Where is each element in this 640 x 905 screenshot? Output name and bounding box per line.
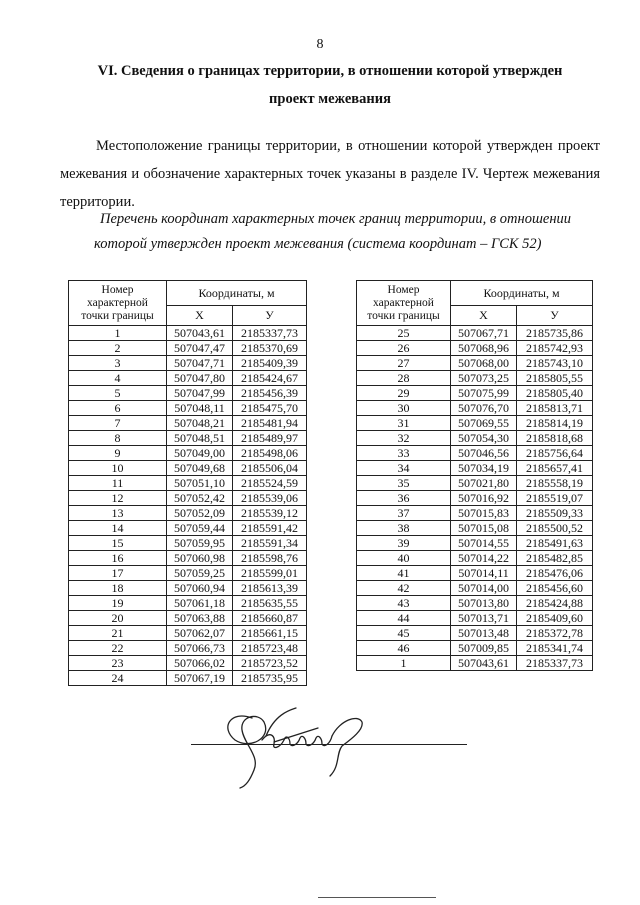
y-coordinate-cell: 2185498,06	[233, 446, 307, 461]
point-number-cell: 7	[69, 416, 167, 431]
x-coordinate-cell: 507060,98	[167, 551, 233, 566]
point-number-cell: 11	[69, 476, 167, 491]
x-coordinate-cell: 507066,02	[167, 656, 233, 671]
table-row	[357, 386, 593, 401]
x-coordinate-cell: 507034,19	[451, 461, 517, 476]
table-row	[69, 356, 307, 371]
table-row	[69, 581, 307, 596]
table-row	[69, 656, 307, 671]
header-coordinates: Координаты, м	[167, 281, 307, 306]
point-number-cell: 42	[357, 581, 451, 596]
x-coordinate-cell: 507048,11	[167, 401, 233, 416]
coordinate-list-title-line2: которой утвержден проект межевания (система координат – ГСК 52)	[94, 236, 542, 252]
x-coordinate-cell: 507076,70	[451, 401, 517, 416]
point-number-cell: 9	[69, 446, 167, 461]
y-coordinate-cell: 2185591,42	[233, 521, 307, 536]
table-row	[69, 461, 307, 476]
x-coordinate-cell: 507060,94	[167, 581, 233, 596]
y-coordinate-cell: 2185743,10	[517, 356, 593, 371]
y-coordinate-cell: 2185805,55	[517, 371, 593, 386]
table-row	[69, 431, 307, 446]
y-coordinate-cell: 2185805,40	[517, 386, 593, 401]
y-coordinate-cell: 2185341,74	[517, 641, 593, 656]
signature-line	[191, 744, 467, 745]
x-coordinate-cell: 507067,71	[451, 326, 517, 341]
point-number-cell: 24	[69, 671, 167, 686]
point-number-cell: 46	[357, 641, 451, 656]
table-row	[357, 416, 593, 431]
coordinate-list-title-line1: Перечень координат характерных точек границ территории, в отношении	[100, 211, 572, 227]
x-coordinate-cell: 507047,47	[167, 341, 233, 356]
point-number-cell: 12	[69, 491, 167, 506]
x-coordinate-cell: 507073,25	[451, 371, 517, 386]
table-row	[357, 341, 593, 356]
x-coordinate-cell: 507068,96	[451, 341, 517, 356]
y-coordinate-cell: 2185723,48	[233, 641, 307, 656]
point-number-cell: 1	[69, 326, 167, 341]
table-row	[357, 401, 593, 416]
table-row	[69, 626, 307, 641]
table-row	[357, 506, 593, 521]
x-coordinate-cell: 507068,00	[451, 356, 517, 371]
header-x: X	[451, 305, 517, 325]
x-coordinate-cell: 507013,71	[451, 611, 517, 626]
y-coordinate-cell: 2185598,76	[233, 551, 307, 566]
y-coordinate-cell: 2185539,12	[233, 506, 307, 521]
x-coordinate-cell: 507013,80	[451, 596, 517, 611]
y-coordinate-cell: 2185558,19	[517, 476, 593, 491]
x-coordinate-cell: 507016,92	[451, 491, 517, 506]
y-coordinate-cell: 2185735,86	[517, 326, 593, 341]
page-number: 8	[316, 37, 324, 52]
x-coordinate-cell: 507075,99	[451, 386, 517, 401]
point-number-cell: 14	[69, 521, 167, 536]
x-coordinate-cell: 507014,11	[451, 566, 517, 581]
header-y: У	[517, 305, 593, 325]
footer-rule	[318, 897, 436, 898]
y-coordinate-cell: 2185723,52	[233, 656, 307, 671]
table-row	[357, 611, 593, 626]
y-coordinate-cell: 2185591,34	[233, 536, 307, 551]
point-number-cell: 31	[357, 416, 451, 431]
table-row	[69, 611, 307, 626]
x-coordinate-cell: 507009,85	[451, 641, 517, 656]
y-coordinate-cell: 2185409,39	[233, 356, 307, 371]
point-number-cell: 5	[69, 386, 167, 401]
table-row	[69, 536, 307, 551]
y-coordinate-cell: 2185813,71	[517, 401, 593, 416]
point-number-cell: 16	[69, 551, 167, 566]
x-coordinate-cell: 507059,95	[167, 536, 233, 551]
section-heading-line2: проект межевания	[269, 91, 391, 107]
point-number-cell: 21	[69, 626, 167, 641]
x-coordinate-cell: 507052,42	[167, 491, 233, 506]
y-coordinate-cell: 2185539,06	[233, 491, 307, 506]
y-coordinate-cell: 2185491,63	[517, 536, 593, 551]
x-coordinate-cell: 507021,80	[451, 476, 517, 491]
y-coordinate-cell: 2185756,64	[517, 446, 593, 461]
table-row	[69, 491, 307, 506]
y-coordinate-cell: 2185818,68	[517, 431, 593, 446]
table-row	[357, 491, 593, 506]
y-coordinate-cell: 2185613,39	[233, 581, 307, 596]
y-coordinate-cell: 2185661,15	[233, 626, 307, 641]
x-coordinate-cell: 507054,30	[451, 431, 517, 446]
x-coordinate-cell: 507063,88	[167, 611, 233, 626]
x-coordinate-cell: 507043,61	[167, 326, 233, 341]
x-coordinate-cell: 507013,48	[451, 626, 517, 641]
table-row	[69, 326, 307, 341]
y-coordinate-cell: 2185372,78	[517, 626, 593, 641]
point-number-cell: 33	[357, 446, 451, 461]
y-coordinate-cell: 2185814,19	[517, 416, 593, 431]
header-point-number: Номер характерной точки границы	[69, 281, 167, 326]
x-coordinate-cell: 507014,00	[451, 581, 517, 596]
y-coordinate-cell: 2185475,70	[233, 401, 307, 416]
x-coordinate-cell: 507066,73	[167, 641, 233, 656]
x-coordinate-cell: 507048,21	[167, 416, 233, 431]
x-coordinate-cell: 507047,99	[167, 386, 233, 401]
point-number-cell: 34	[357, 461, 451, 476]
x-coordinate-cell: 507014,22	[451, 551, 517, 566]
x-coordinate-cell: 507015,83	[451, 506, 517, 521]
point-number-cell: 20	[69, 611, 167, 626]
table-row	[357, 461, 593, 476]
point-number-cell: 18	[69, 581, 167, 596]
point-number-cell: 45	[357, 626, 451, 641]
x-coordinate-cell: 507059,44	[167, 521, 233, 536]
y-coordinate-cell: 2185635,55	[233, 596, 307, 611]
point-number-cell: 1	[357, 656, 451, 671]
point-number-cell: 19	[69, 596, 167, 611]
point-number-cell: 35	[357, 476, 451, 491]
point-number-cell: 32	[357, 431, 451, 446]
x-coordinate-cell: 507049,00	[167, 446, 233, 461]
x-coordinate-cell: 507043,61	[451, 656, 517, 671]
point-number-cell: 17	[69, 566, 167, 581]
table-row	[69, 446, 307, 461]
table-row	[357, 371, 593, 386]
table-row	[69, 551, 307, 566]
x-coordinate-cell: 507047,80	[167, 371, 233, 386]
table-row	[69, 596, 307, 611]
point-number-cell: 28	[357, 371, 451, 386]
y-coordinate-cell: 2185506,04	[233, 461, 307, 476]
header-y: У	[233, 305, 307, 325]
point-number-cell: 44	[357, 611, 451, 626]
y-coordinate-cell: 2185456,39	[233, 386, 307, 401]
y-coordinate-cell: 2185519,07	[517, 491, 593, 506]
y-coordinate-cell: 2185660,87	[233, 611, 307, 626]
point-number-cell: 4	[69, 371, 167, 386]
x-coordinate-cell: 507049,68	[167, 461, 233, 476]
table-row	[357, 566, 593, 581]
point-number-cell: 6	[69, 401, 167, 416]
point-number-cell: 2	[69, 341, 167, 356]
point-number-cell: 3	[69, 356, 167, 371]
x-coordinate-cell: 507014,55	[451, 536, 517, 551]
handwritten-signature	[180, 700, 380, 790]
table-row	[69, 341, 307, 356]
table-row	[357, 581, 593, 596]
x-coordinate-cell: 507052,09	[167, 506, 233, 521]
y-coordinate-cell: 2185337,73	[233, 326, 307, 341]
x-coordinate-cell: 507047,71	[167, 356, 233, 371]
y-coordinate-cell: 2185424,67	[233, 371, 307, 386]
y-coordinate-cell: 2185509,33	[517, 506, 593, 521]
table-row	[357, 476, 593, 491]
point-number-cell: 27	[357, 356, 451, 371]
table-row	[69, 506, 307, 521]
y-coordinate-cell: 2185657,41	[517, 461, 593, 476]
point-number-cell: 26	[357, 341, 451, 356]
header-coordinates: Координаты, м	[451, 281, 593, 306]
point-number-cell: 36	[357, 491, 451, 506]
y-coordinate-cell: 2185481,94	[233, 416, 307, 431]
coordinates-table-right	[356, 280, 593, 671]
point-number-cell: 13	[69, 506, 167, 521]
point-number-cell: 38	[357, 521, 451, 536]
table-row	[69, 476, 307, 491]
point-number-cell: 39	[357, 536, 451, 551]
y-coordinate-cell: 2185337,73	[517, 656, 593, 671]
x-coordinate-cell: 507059,25	[167, 566, 233, 581]
point-number-cell: 23	[69, 656, 167, 671]
y-coordinate-cell: 2185476,06	[517, 566, 593, 581]
point-number-cell: 25	[357, 326, 451, 341]
section-heading-line1: VI. Сведения о границах территории, в отношении которой утвержден	[97, 63, 563, 79]
point-number-cell: 22	[69, 641, 167, 656]
table-row	[69, 566, 307, 581]
point-number-cell: 10	[69, 461, 167, 476]
y-coordinate-cell: 2185500,52	[517, 521, 593, 536]
point-number-cell: 8	[69, 431, 167, 446]
y-coordinate-cell: 2185742,93	[517, 341, 593, 356]
y-coordinate-cell: 2185735,95	[233, 671, 307, 686]
table-row	[69, 371, 307, 386]
y-coordinate-cell: 2185456,60	[517, 581, 593, 596]
point-number-cell: 30	[357, 401, 451, 416]
x-coordinate-cell: 507061,18	[167, 596, 233, 611]
point-number-cell: 37	[357, 506, 451, 521]
point-number-cell: 40	[357, 551, 451, 566]
table-row	[357, 596, 593, 611]
table-row	[357, 626, 593, 641]
table-row	[357, 446, 593, 461]
y-coordinate-cell: 2185370,69	[233, 341, 307, 356]
table-row	[357, 521, 593, 536]
table-row	[69, 401, 307, 416]
table-row	[69, 671, 307, 686]
point-number-cell: 29	[357, 386, 451, 401]
table-row	[357, 656, 593, 671]
table-row	[69, 416, 307, 431]
x-coordinate-cell: 507015,08	[451, 521, 517, 536]
table-row	[357, 431, 593, 446]
y-coordinate-cell: 2185524,59	[233, 476, 307, 491]
x-coordinate-cell: 507062,07	[167, 626, 233, 641]
paragraph-text: Местоположение границы территории, в отношении которой утвержден проект межевания и обозначение характерных точек указаны в разделе IV. Чертеж межевания территории.	[60, 138, 600, 210]
table-row	[357, 641, 593, 656]
y-coordinate-cell: 2185482,85	[517, 551, 593, 566]
x-coordinate-cell: 507048,51	[167, 431, 233, 446]
point-number-cell: 15	[69, 536, 167, 551]
x-coordinate-cell: 507051,10	[167, 476, 233, 491]
y-coordinate-cell: 2185409,60	[517, 611, 593, 626]
x-coordinate-cell: 507046,56	[451, 446, 517, 461]
y-coordinate-cell: 2185424,88	[517, 596, 593, 611]
table-row	[69, 641, 307, 656]
table-row	[69, 386, 307, 401]
header-x: X	[167, 305, 233, 325]
table-row	[69, 521, 307, 536]
point-number-cell: 43	[357, 596, 451, 611]
x-coordinate-cell: 507067,19	[167, 671, 233, 686]
x-coordinate-cell: 507069,55	[451, 416, 517, 431]
table-row	[357, 326, 593, 341]
point-number-cell: 41	[357, 566, 451, 581]
boundary-location-paragraph	[60, 132, 600, 216]
header-point-number: Номер характерной точки границы	[357, 281, 451, 326]
y-coordinate-cell: 2185599,01	[233, 566, 307, 581]
table-row	[357, 536, 593, 551]
table-row	[357, 551, 593, 566]
y-coordinate-cell: 2185489,97	[233, 431, 307, 446]
table-row	[357, 356, 593, 371]
coordinates-table-left	[68, 280, 307, 686]
